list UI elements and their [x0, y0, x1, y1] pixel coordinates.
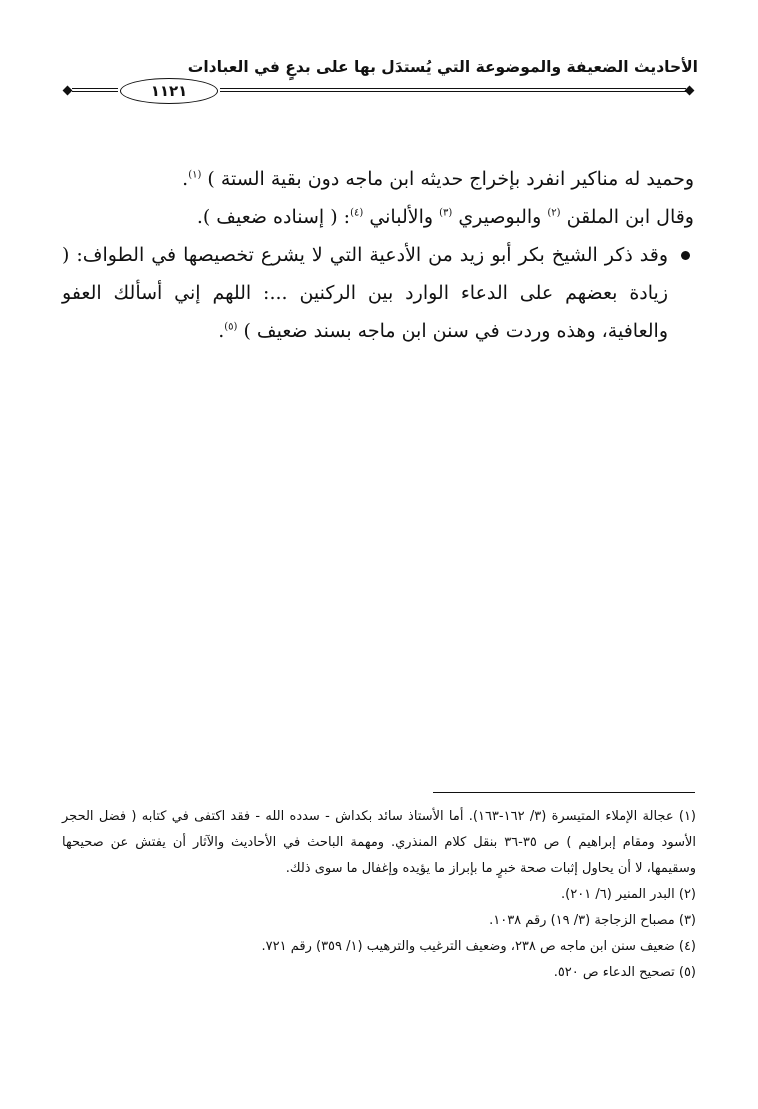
footnote-separator — [433, 792, 695, 793]
footnote-ref-2[interactable]: (٢) — [547, 207, 561, 219]
paragraph-1: وحميد له مناكير انفرد بإخراج حديثه ابن ماجه دون بقية الستة ) $^{(١)}$. — [182, 168, 694, 190]
footnote-ref-1[interactable]: (١) — [188, 169, 202, 181]
footnote-4: (٤) ضعيف سنن ابن ماجه ص ٢٣٨، وضعيف الترغيب والترهيب (١/ ٣٥٩) رقم ٧٢١. — [261, 939, 696, 954]
main-text — [62, 160, 694, 350]
paragraph-2: وقال ابن الملقن $^{(٢)}$ والبوصيري $^{(٣)}$ والألباني $^{(٤)}$: ( إسناده ضعيف ). — [196, 206, 694, 228]
footnotes — [62, 804, 696, 986]
footnote-2: (٢) البدر المنير (٦/ ٢٠١). — [561, 887, 696, 902]
page-header — [58, 58, 698, 106]
header-rule-right — [220, 88, 686, 92]
footnote-ref-5[interactable]: (٥) — [224, 321, 238, 333]
footnote-1: (١) عجالة الإملاء المتيسرة (٣/ ١٦٢-١٦٣). أما الأستاذ سائد بكداش - سدده الله - فقد اكتفى في كتابه ( فضل الحجر الأسود ومقام إبراهيم ) ص ٣٥-٣٦ بنقل كلام المنذري. ومهمة الباحث في الأحاديث والآثار أن يفتش عن صحيحها وسقيمها، لا أن يحاول إثبات صحة خبرٍ ما بإبراز ما يؤيده وإغفال ما سوى ذلك. — [62, 809, 696, 876]
header-diamond-right — [685, 86, 695, 96]
footnote-ref-3[interactable]: (٣) — [439, 207, 453, 219]
header-diamond-left — [63, 86, 73, 96]
page-number-oval — [120, 78, 218, 104]
page-number: ١١٢١ — [150, 82, 188, 100]
bullet-icon — [681, 251, 690, 260]
footnote-3: (٣) مصباح الزجاجة (٣/ ١٩) رقم ١٠٣٨. — [489, 913, 696, 928]
footnote-5: (٥) تصحيح الدعاء ص ٥٢٠. — [553, 965, 696, 980]
footnote-ref-4[interactable]: (٤) — [350, 207, 364, 219]
header-rule-left — [72, 88, 118, 92]
running-title: الأحاديث الضعيفة والموضوعة التي يُستدَل بها على بدعٍ في العبادات — [187, 58, 698, 76]
paragraph-3: وقد ذكر الشيخ بكر أبو زيد من الأدعية التي لا يشرع تخصيصها في الطواف: ( زيادة بعضهم على الدعاء الوارد بين الركنين ...: اللهم إني أسألك العفو والعافية، وهذه وردت في سنن ابن ماجه بسند ضعيف ) $^{(٥)}$. — [62, 236, 694, 350]
